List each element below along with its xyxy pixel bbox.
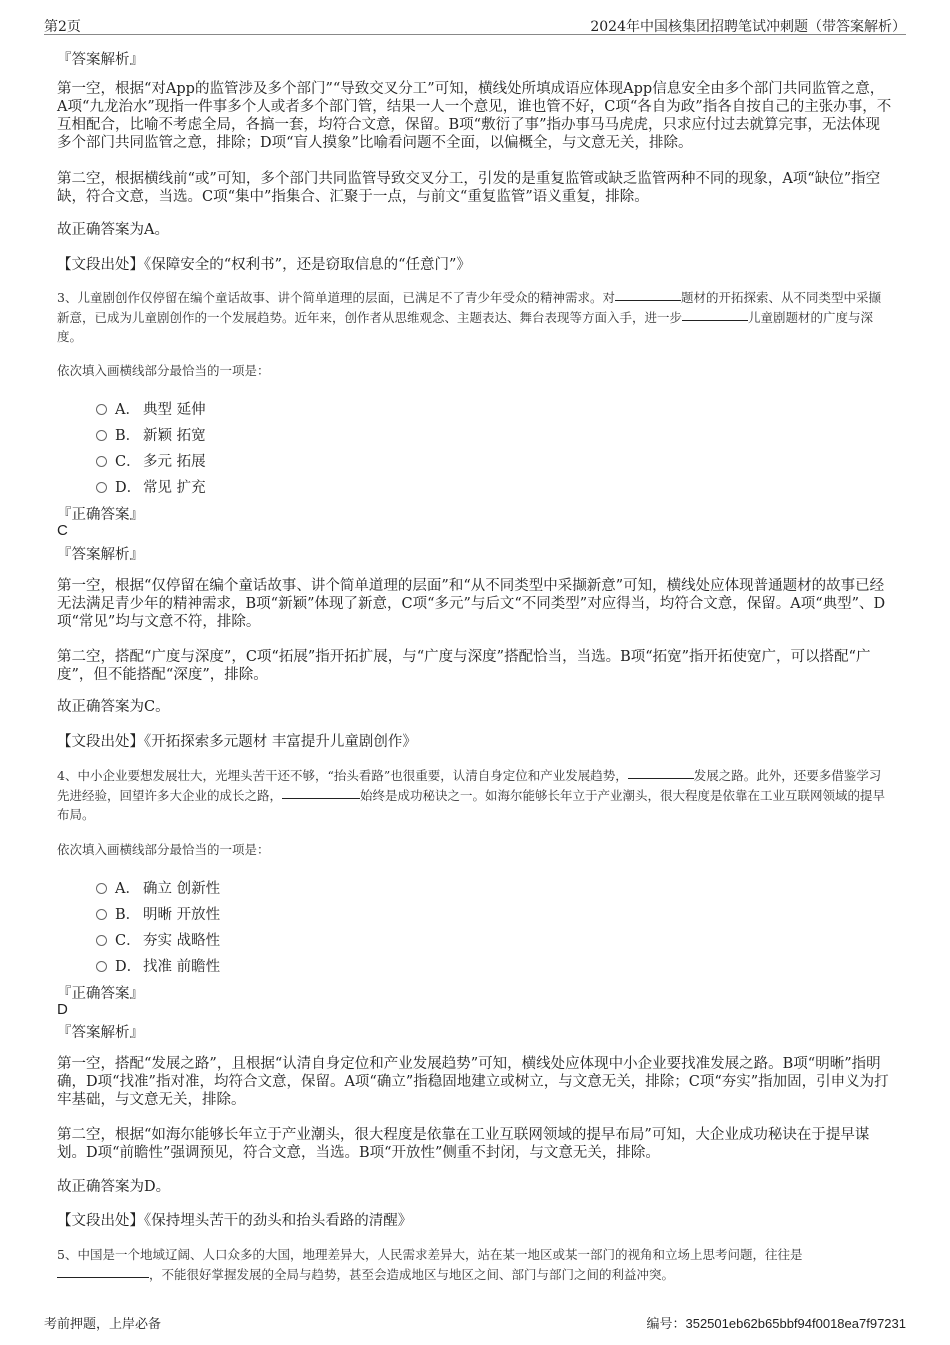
- q4-analysis-p2: 第二空，根据“如海尔能够长年立于产业潮头，很大程度是依靠在工业互联网领域的提早布局”可知，大企业成功秘诀在于提早谋划。D项“前瞻性”强调预见，符合文意，当选。B项“开放性”侧重不封闭，与文意无关，排除。: [57, 1127, 870, 1161]
- option-letter: D．: [115, 480, 142, 496]
- option-text: 典型 延伸: [143, 402, 206, 418]
- q5-text-a: 中国是一个地域辽阔、人口众多的大国，地理差异大，人民需求差异大，站在某一地区或某一部门的视角和立场上思考问题，往往是: [77, 1247, 803, 1262]
- q3-option-d[interactable]: [96, 476, 206, 497]
- q3-blank-1: [615, 299, 681, 301]
- radio-icon[interactable]: [96, 456, 107, 467]
- q2-conclusion: 故正确答案为A。: [57, 222, 169, 238]
- q3-analysis-p1: 第一空，根据“仅停留在编个童话故事、讲个简单道理的层面”和“从不同类型中采撷新意”可知，横线处应体现普通题材的故事已经无法满足青少年的精神需求，B项“新颖”体现了新意，C项“多元”与后文“不同类型”对应得当，均符合文意，保留。A项“典型”、D项“常见”均与文意不符，排除。: [57, 578, 886, 630]
- q2-analysis-p2: 第二空，根据横线前“或”可知，多个部门共同监管导致交叉分工，引发的是重复监管或缺乏监管两种不同的现象，A项“缺位”指空缺，符合文意，当选。C项“集中”指集合、汇聚于一点，与前文“重复监管”语义重复，排除。: [57, 171, 881, 205]
- option-letter: C．: [115, 933, 141, 949]
- option-letter: B．: [115, 428, 141, 444]
- option-letter: A．: [115, 402, 140, 418]
- q4-analysis-label: 『答案解析』: [57, 1025, 144, 1041]
- q2-analysis-p1: 第一空，根据“对App的监管涉及多个部门”“导致交叉分工”可知，横线处所填成语应体现App信息安全由多个部门共同监管之意，A项“九龙治水”现指一件事多个人或者多个部门管，结果一人一个意见，谁也管不好，C项“各自为政”指各自按自己的主张办事，不互相配合，比喻不考虑全局，各搞一套，均符合文意，保留。B项“敷衍了事”指办事马马虎虎，只求应付过去就算完事，无法体现多个部门共同监管之意，排除；D项“盲人摸象”比喻看问题不全面，以偏概全，与文意无关，排除。: [57, 81, 892, 151]
- q4-text-c: 始终是成功秘诀之一。如海尔能够长年立于产业潮头，很大程度是依靠在工业互联网领域的提早布局。: [57, 787, 886, 822]
- option-letter: D．: [115, 959, 142, 975]
- q5-blank-1: [57, 1276, 149, 1278]
- q4-instruction: 依次填入画横线部分最恰当的一项是：: [57, 842, 270, 857]
- q3-option-b[interactable]: [96, 424, 206, 445]
- q3-number: 3、: [57, 290, 78, 305]
- q5-stem: [57, 1245, 892, 1284]
- q3-answer: C: [57, 522, 68, 539]
- footer-slogan: 考前押题，上岸必备: [44, 1317, 162, 1332]
- option-text: 新颖 拓宽: [143, 428, 206, 444]
- q4-text-a: 中小企业要想发展壮大，光埋头苦干还不够，“抬头看路”也很重要，认清自身定位和产业发展趋势，: [77, 768, 628, 783]
- radio-icon[interactable]: [96, 935, 107, 946]
- option-letter: A．: [115, 881, 140, 897]
- q4-number: 4、: [57, 768, 78, 783]
- q3-option-c[interactable]: [96, 450, 206, 471]
- q4-option-b[interactable]: [96, 903, 220, 924]
- option-text: 常见 扩充: [143, 480, 206, 496]
- q3-text-c: 儿童剧题材的广度与深度。: [57, 309, 874, 344]
- option-text: 夯实 战略性: [143, 933, 221, 949]
- option-text: 找准 前瞻性: [143, 959, 221, 975]
- page-header: [44, 14, 906, 35]
- q2-analysis-label: 『答案解析』: [57, 52, 144, 68]
- document-id: 编号：352501eb62b65bbf94f0018ea7f97231: [646, 1316, 906, 1331]
- q3-instruction: 依次填入画横线部分最恰当的一项是：: [57, 363, 270, 378]
- q3-answer-label: 『正确答案』: [57, 507, 144, 523]
- option-text: 确立 创新性: [143, 881, 221, 897]
- q4-blank-1: [628, 777, 694, 779]
- option-text: 多元 拓展: [143, 454, 206, 470]
- q3-text-a: 儿童剧创作仅停留在编个童话故事、讲个简单道理的层面，已满足不了青少年受众的精神需求。对: [77, 290, 615, 305]
- q4-source: 【文段出处】《保持埋头苦干的劲头和抬头看路的清醒》: [57, 1213, 413, 1229]
- document-title: 2024年中国核集团招聘笔试冲刺题（带答案解析）: [590, 19, 906, 35]
- q3-stem: [57, 288, 892, 347]
- q3-text-b: 题材的开拓探索、从不同类型中采撷新意，已成为儿童剧创作的一个发展趋势。近年来，创作者从思维观念、主题表达、舞台表现等方面入手，进一步: [57, 290, 881, 325]
- option-letter: C．: [115, 454, 141, 470]
- option-text: 明晰 开放性: [143, 907, 221, 923]
- q5-number: 5、: [57, 1247, 78, 1262]
- q3-analysis-p2: 第二空，搭配“广度与深度”，C项“拓展”指开拓扩展，与“广度与深度”搭配恰当，当选。B项“拓宽”指开拓使宽广，可以搭配“广度”，但不能搭配“深度”，排除。: [57, 649, 871, 683]
- q4-stem: [57, 766, 892, 825]
- q4-conclusion: 故正确答案为D。: [57, 1179, 171, 1195]
- radio-icon[interactable]: [96, 909, 107, 920]
- radio-icon[interactable]: [96, 404, 107, 415]
- q3-conclusion: 故正确答案为C。: [57, 699, 170, 715]
- q3-analysis-label: 『答案解析』: [57, 547, 144, 563]
- q4-analysis-p1: 第一空，搭配“发展之路”，且根据“认清自身定位和产业发展趋势”可知，横线处应体现中小企业要找准发展之路。B项“明晰”指明确，D项“找准”指对准，均符合文意，保留。A项“确立”指稳固地建立或树立，与文意无关，排除；C项“夯实”指加固，引申义为打牢基础，与文意无关，排除。: [57, 1056, 889, 1108]
- option-letter: B．: [115, 907, 141, 923]
- radio-icon[interactable]: [96, 883, 107, 894]
- radio-icon[interactable]: [96, 430, 107, 441]
- radio-icon[interactable]: [96, 482, 107, 493]
- q3-blank-2: [682, 319, 748, 321]
- q4-blank-2: [282, 797, 360, 799]
- q4-answer-label: 『正确答案』: [57, 986, 144, 1002]
- page-number: 第2页: [44, 19, 81, 35]
- q2-source: 【文段出处】《保障安全的“权利书”，还是窃取信息的“任意门”》: [57, 257, 471, 273]
- q4-option-c[interactable]: [96, 929, 220, 950]
- q3-source: 【文段出处】《开拓探索多元题材 丰富提升儿童剧创作》: [57, 734, 417, 750]
- q5-text-b: ，不能很好掌握发展的全局与趋势，甚至会造成地区与地区之间、部门与部门之间的利益冲突。: [149, 1266, 675, 1282]
- q4-answer: D: [57, 1001, 68, 1018]
- q3-option-a[interactable]: [96, 398, 206, 419]
- q4-text-b: 发展之路。此外，还要多借鉴学习先进经验，回望许多大企业的成长之路，: [57, 768, 882, 803]
- radio-icon[interactable]: [96, 961, 107, 972]
- q4-option-a[interactable]: [96, 877, 220, 898]
- q4-option-d[interactable]: [96, 955, 220, 976]
